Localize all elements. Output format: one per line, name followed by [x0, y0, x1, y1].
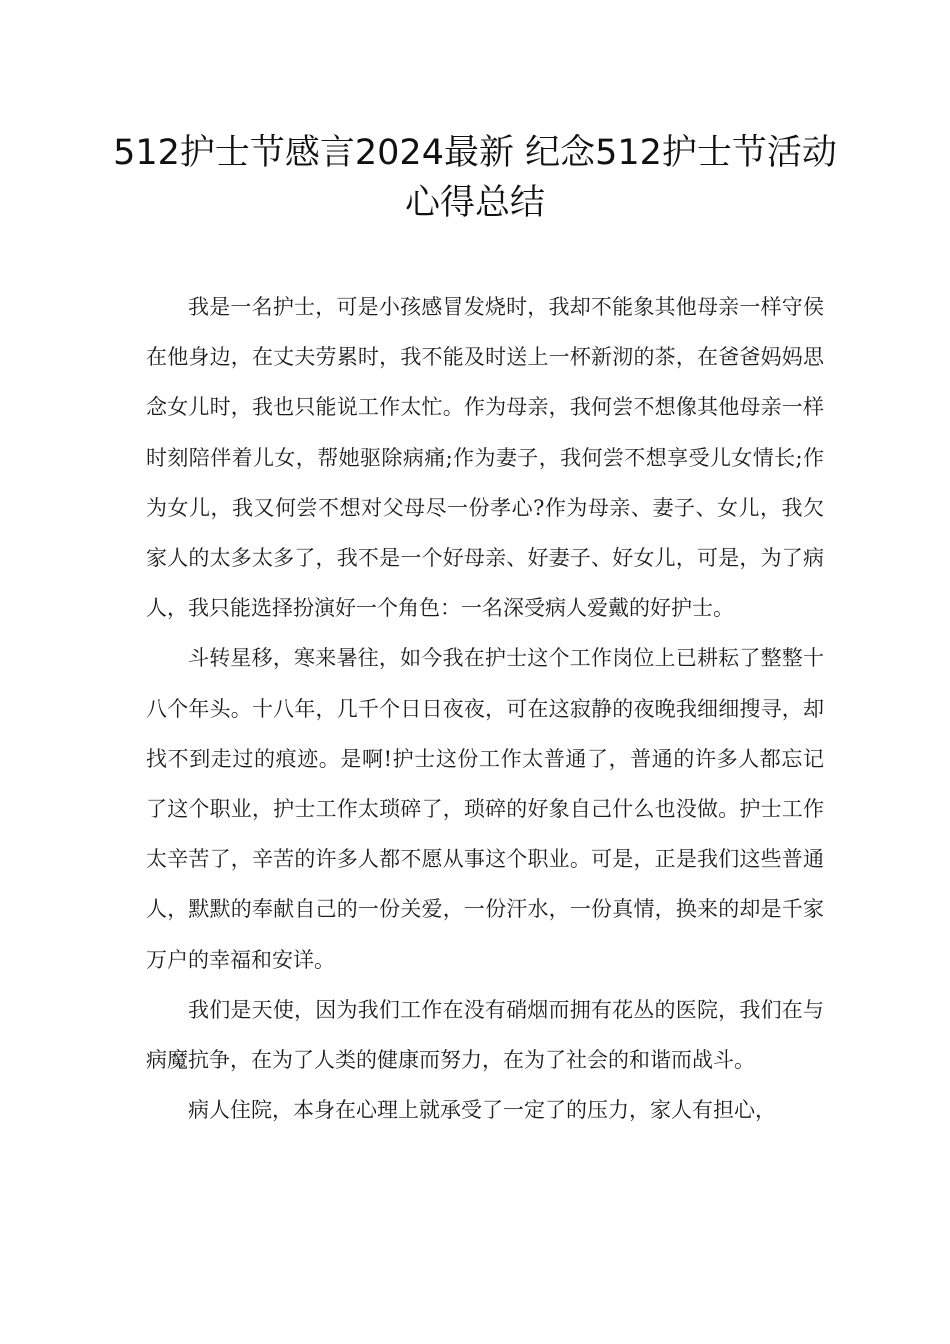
paragraph: 病人住院，本身在心理上就承受了一定了的压力，家人有担心，	[188, 1098, 776, 1123]
document-body	[146, 282, 824, 1135]
paragraph: 斗转星移，寒来暑往，如今我在护士这个工作岗位上已耕耘了整整十八个年头。十八年，几千个日日夜夜，可在这寂静的夜晚我细细搜寻，却找不到走过的痕迹。是啊!护士这份工作太普通了，普通的许多人都忘记了这个职业，护士工作太琐碎了，琐碎的好象自己什么也没做。护士工作太辛苦了，辛苦的许多人都不愿从事这个职业。可是，正是我们这些普通人，默默的奉献自己的一份关爱，一份汗水，一份真情，换来的却是千家万户的幸福和安详。	[146, 646, 824, 972]
paragraph: 我是一名护士，可是小孩感冒发烧时，我却不能象其他母亲一样守侯在他身边，在丈夫劳累时，我不能及时送上一杯新沏的茶，在爸爸妈妈思念女儿时，我也只能说工作太忙。作为母亲，我何尝不想像其他母亲一样时刻陪伴着儿女，帮她驱除病痛;作为妻子，我何尝不想享受儿女情长;作为女儿，我又何尝不想对父母尽一份孝心?作为母亲、妻子、女儿，我欠家人的太多太多了，我不是一个好母亲、好妻子、好女儿，可是，为了病人，我只能选择扮演好一个角色：一名深受病人爱戴的好护士。	[146, 295, 824, 621]
paragraph: 我们是天使，因为我们工作在没有硝烟而拥有花丛的医院，我们在与病魔抗争，在为了人类的健康而努力，在为了社会的和谐而战斗。	[146, 997, 824, 1073]
document-title: 512护士节感言2024最新 纪念512护士节活动心得总结	[113, 133, 837, 223]
